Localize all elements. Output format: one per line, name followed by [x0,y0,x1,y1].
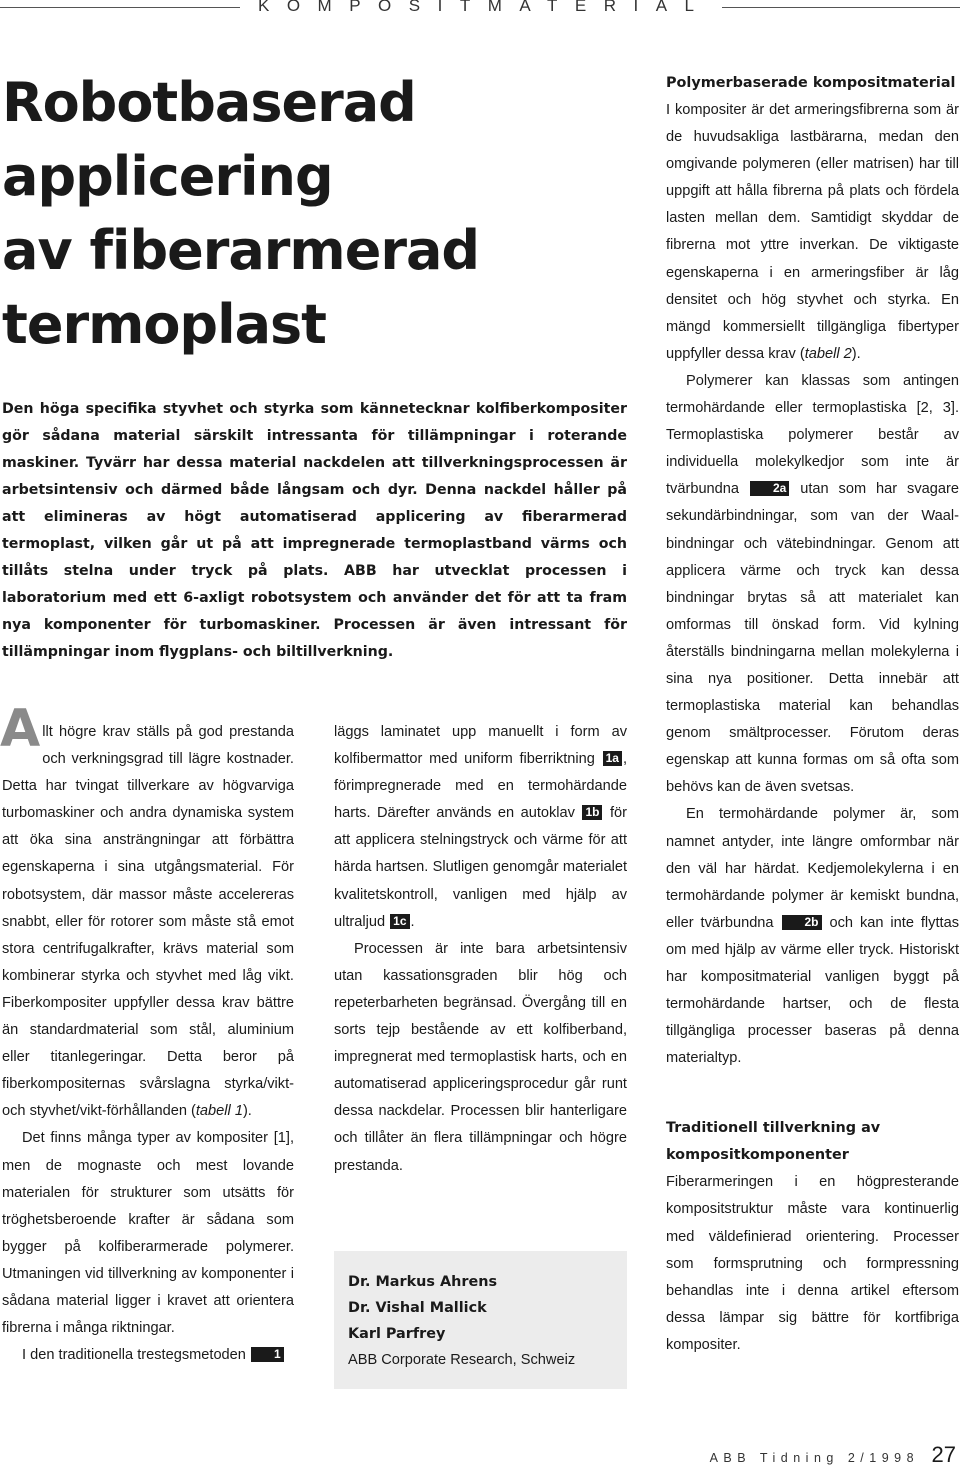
section-heading: Traditionell tillverkning av kompositkomponenter [666,1120,881,1164]
body-paragraph: Polymerer kan klassas som antingen termohärdande eller termoplastiska [2, 3]. Termoplastiska polymerer består av individuella molekylkedjor som inte är tvärbundna 2a utan som har svagare sekundärbindningar, som van der Waal-bindningar och vätebindningar. Genom att applicera värme och tryck kan dessa bindningar brytas så att materialet kan omformas till önskad form. Vid kylning återställs bindningarna mellan molekylerna i sina nya positioner. Detta innebär att termoplastiska material kan behandlas genom smältprocesser. Förutom deras egenskap att kunna formas om så ofta som behövs kan de även svetsas. [666,372,959,796]
header-rule-right [722,7,960,8]
body-paragraph: Processen är inte bara arbetsintensiv utan kassationsgraden blir hög och repeterbarheten begränsad. Övergång till en sorts tejp bestående av ett kolfiberband, impregnerat med termoplastisk harts, och en automatiserad appliceringsprocedur går runt dessa nackdelar. Processen blir hanterligare och tillåter än flera tillämpningar och högre prestanda. [334,940,627,1174]
magazine-issue: ABB Tidning 2/1998 [709,1451,920,1465]
section-kicker: KOMPOSITMATERIAL [258,0,712,15]
page-header [0,0,960,16]
title-line: termoplast [2,293,326,356]
body-paragraph: Det finns många typer av kompositer [1], men de mognaste och mest lovande materialen för strukturer som utsätts för tröghetsberoende krafter är sådana som bygger på kolfiberarmerade polymerer. Utmaningen vid tillverkning av komponenter i sådana material ligger i kravet att orientera fibrerna i många riktningar. [2,1130,294,1337]
author-name: Dr. Vishal Mallick [348,1300,487,1316]
header-rule-left [0,7,240,8]
lead-paragraph: Den höga specifika styvhet och styrka som kännetecknar kolfiberkompositer gör sådana material särskilt intressanta för tillämpningar i roterande maskiner. Tyvärr har dessa material nackdelen att tillverkningsprocessen är arbetsintensiv och därmed både långsam och dyr. Denna nackdel håller på att elimineras av högt automatiserad applicering av fiberarmerad termoplast, vilken går ut på att impregnerade termoplastband värms och tillåts stelna under tryck på plats. ABB har utvecklat processen i laboratorium med ett 6-axligt robotsystem och använder det för att ta fram nya komponenter för turbomaskiner. Processen är även intressant för tillämpningar inom flygplans- och biltillverkning. [2,401,627,660]
figure-ref-badge: 1b [582,805,602,820]
figure-ref-badge: 1 [251,1347,284,1362]
section-heading: Polymerbaserade kompositmaterial [666,75,956,91]
author-name: Karl Parfrey [348,1326,446,1342]
author-name: Dr. Markus Ahrens [348,1274,498,1290]
body-paragraph: läggs laminatet upp manuellt i form av kolfibermattor med uniform fiberriktning 1a , förimpregnerade med en termohärdande harts. Därefter används en autoklav 1b för att applicera stelningstryck och värme för att härda hartsen. Slutligen genomgår materialet kvalitetskontroll, vanligen med hjälp av ultraljud 1c . [334,724,627,930]
title-line: applicering [2,145,333,208]
body-paragraph: I den traditionella trestegsmetoden 1 [2,1342,294,1369]
drop-cap: A [0,699,41,759]
figure-ref-badge: 1a [603,751,622,766]
body-column-1 [0,699,294,1369]
table-reference: tabell 2 [804,345,852,362]
title-line: av fiberarmerad [2,219,480,282]
sidebar-column [666,70,959,1359]
page-number: 27 [931,1442,956,1467]
body-paragraph: En termohärdande polymer är, som namnet antyder, inte längre omformbar när den väl har härdat. Kedjemolekylerna i en termohärdande polymer är kemiskt bundna, eller tvärbundna 2b och kan inte flyttas om med hjälp av värme eller tryck. Historiskt har kompositmaterial vanligen byggt på termohärdande hartser, och de flesta tillgängliga processer baseras på denna materialtyp. [666,806,959,1067]
body-paragraph: Allt högre krav ställs på god prestanda och verkningsgrad till lägre kostnader. Detta har tvingat tillverkare av högvarviga turbomaskiner och andra dynamiska system att öka sina ansträngningar att förbättra egenskaperna i sina utgångsmaterial. För robotsystem, där massor måste accelereras snabbt, eller för rotorer som måste stå emot stora centrifugalkrafter, krävs material som kombinerar styrka och styvhet med låg vikt. Fiberkompositer uppfyller dessa krav bättre än standardmaterial som stål, aluminium eller titanlegeringar. Detta beror på fiberkompositernas svårslagna styrka/vikt- och styvhet/vikt-förhållanden (tabell 1). [0,699,294,1120]
table-reference: tabell 1 [195,1103,243,1120]
figure-ref-badge: 1c [390,914,409,929]
author-box [334,1251,627,1389]
page-footer [710,1442,956,1468]
body-column-2 [334,719,627,1180]
title-line: Robotbaserad [2,71,416,134]
author-affiliation: ABB Corporate Research, Schweiz [348,1352,576,1368]
article-title [2,66,622,362]
body-paragraph: I kompositer är det armeringsfibrerna som är de huvudsakliga lastbärarna, medan den omgivande polymeren (eller matrisen) har till uppgift att hålla fibrerna på plats och fördela lasten mellan dem. Samtidigt skyddar de fibrerna mot yttre inverkan. De viktigaste egenskaperna i en armeringsfiber är låg densitet och hög styvhet och styrka. En mängd kommersiellt tillgängliga fibertyper uppfyller dessa krav (tabell 2). [666,102,959,362]
body-paragraph: Fiberarmeringen i en högpresterande kompositstruktur måste vara kontinuerlig med väldefinierad orientering. Processer som formsprutning och formpressning behandlas inte i denna artikel eftersom dessa lämpar sig bättre för kortfibriga kompositer. [666,1174,959,1353]
figure-ref-badge: 2a [750,481,789,496]
figure-ref-badge: 2b [782,915,822,930]
